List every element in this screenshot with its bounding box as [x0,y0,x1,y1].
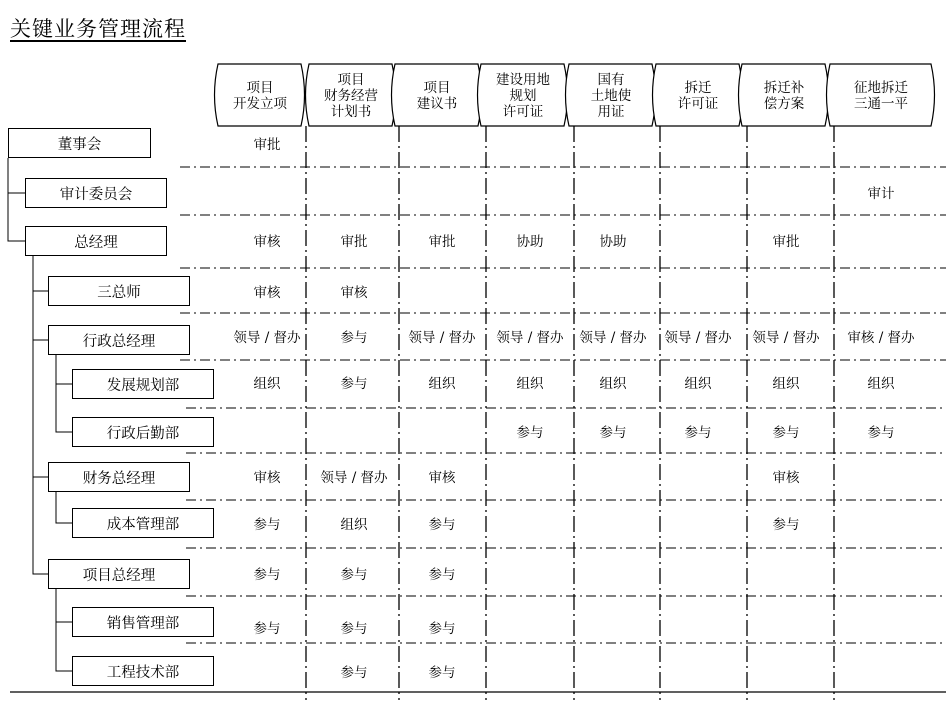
column-header-compensation-plan: 拆迁补 偿方案 [763,80,805,112]
column-header-land-planning-permit: 建设用地 规划 许可证 [496,72,550,120]
matrix-cell: 审核 [253,470,281,486]
column-header-demolition-permit: 拆迁 许可证 [677,80,719,112]
column-header-project-initiation: 项目 开发立项 [233,80,287,112]
page-title: 关键业务管理流程 [10,17,186,41]
matrix-cell: 审批 [253,137,281,153]
org-node-general-manager: 总经理 [25,226,167,256]
matrix-cell: 参与 [599,425,627,441]
matrix-cell: 协助 [599,234,627,250]
matrix-cell: 参与 [253,517,281,533]
org-node-cost-management: 成本管理部 [72,508,214,538]
matrix-cell: 参与 [428,621,456,637]
column-header-site-preparation: 征地拆迁 三通一平 [854,80,908,112]
org-node-chief-engineers: 三总师 [48,276,190,306]
matrix-cell: 审核 [253,234,281,250]
matrix-cell: 参与 [516,425,544,441]
org-node-admin-gm: 行政总经理 [48,325,190,355]
matrix-cell: 组织 [253,376,281,392]
matrix-cell: 审批 [340,234,368,250]
matrix-cell: 领导 / 督办 [579,330,647,346]
matrix-cell: 参与 [867,425,895,441]
matrix-cell: 审批 [428,234,456,250]
matrix-cell: 领导 / 督办 [496,330,564,346]
matrix-cell: 参与 [253,567,281,583]
matrix-cell: 参与 [340,567,368,583]
matrix-cell: 组织 [516,376,544,392]
matrix-cell: 领导 / 督办 [320,470,388,486]
matrix-cell: 审核 [772,470,800,486]
matrix-cell: 审计 [867,186,895,202]
matrix-cell: 参与 [340,621,368,637]
matrix-cell: 组织 [340,517,368,533]
org-node-finance-gm: 财务总经理 [48,462,190,492]
matrix-cell: 参与 [253,621,281,637]
matrix-cell: 参与 [340,376,368,392]
org-node-engineering: 工程技术部 [72,656,214,686]
matrix-cell: 参与 [428,665,456,681]
matrix-cell: 审核 [340,285,368,301]
matrix-cell: 协助 [516,234,544,250]
matrix-cell: 组织 [684,376,712,392]
matrix-cell: 参与 [684,425,712,441]
matrix-cell: 参与 [428,517,456,533]
matrix-cell: 参与 [340,330,368,346]
matrix-cell: 组织 [428,376,456,392]
matrix-cell: 领导 / 督办 [752,330,820,346]
matrix-cell: 参与 [340,665,368,681]
column-header-project-proposal: 项目 建议书 [416,80,458,112]
matrix-cell: 参与 [772,425,800,441]
org-node-sales-management: 销售管理部 [72,607,214,637]
matrix-cell: 组织 [867,376,895,392]
org-node-admin-logistics: 行政后勤部 [72,417,214,447]
matrix-cell: 审核 [428,470,456,486]
column-header-land-use-certificate: 国有 土地使 用证 [590,72,632,120]
matrix-cell: 组织 [772,376,800,392]
matrix-cell: 领导 / 督办 [664,330,732,346]
matrix-cell: 审核 [253,285,281,301]
matrix-cell: 领导 / 督办 [408,330,476,346]
org-node-project-gm: 项目总经理 [48,559,190,589]
org-node-board: 董事会 [8,128,151,158]
matrix-cell: 领导 / 督办 [233,330,301,346]
org-node-audit-committee: 审计委员会 [25,178,167,208]
matrix-cell: 组织 [599,376,627,392]
column-header-financial-plan: 项目 财务经营 计划书 [324,72,378,120]
matrix-cell: 审核 / 督办 [847,330,915,346]
matrix-cell: 审批 [772,234,800,250]
org-node-development-planning: 发展规划部 [72,369,214,399]
matrix-cell: 参与 [772,517,800,533]
matrix-cell: 参与 [428,567,456,583]
